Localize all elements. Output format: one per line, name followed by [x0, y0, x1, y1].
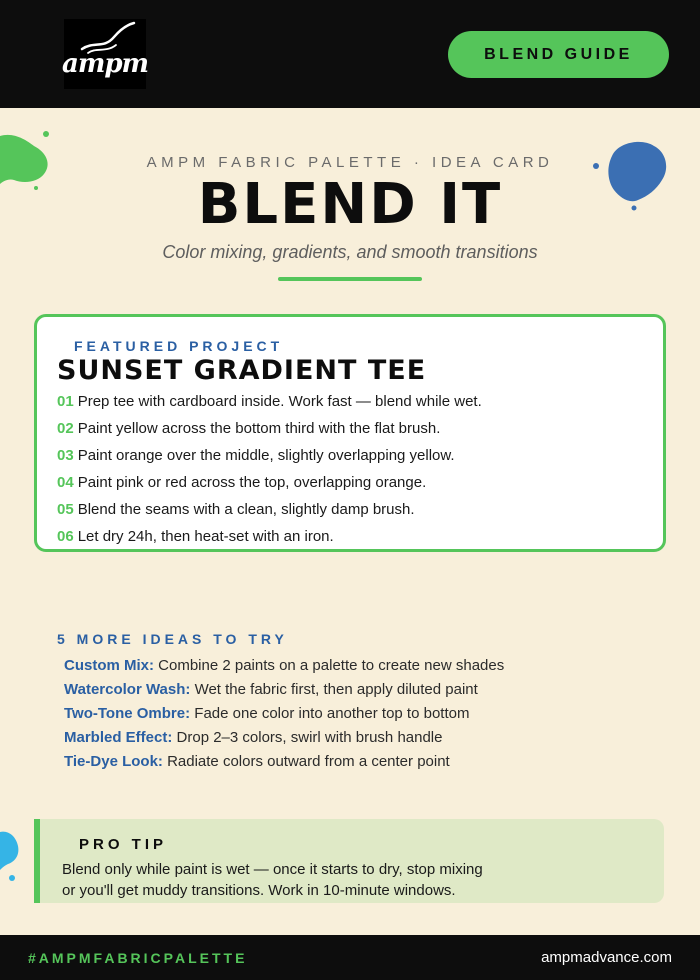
idea-item	[64, 657, 504, 681]
pro-tip-heading: PRO TIP	[79, 836, 168, 853]
idea-item	[64, 705, 504, 729]
idea-name: Custom Mix:	[64, 657, 154, 674]
step-item	[57, 393, 482, 420]
idea-name: Two-Tone Ombre:	[64, 705, 191, 722]
title-divider	[278, 277, 422, 281]
step-item	[57, 420, 482, 447]
ideas-list	[64, 657, 504, 777]
pro-tip-line: Blend only while paint is wet — once it starts to dry, stop mixing	[62, 861, 483, 878]
ampm-logo[interactable]	[61, 19, 149, 89]
idea-item	[64, 681, 504, 705]
idea-text: Drop 2–3 colors, swirl with brush handle	[172, 729, 443, 746]
idea-name: Watercolor Wash:	[64, 681, 191, 698]
idea-text: Wet the fabric first, then apply diluted paint	[190, 681, 478, 698]
step-text: Paint orange over the middle, slightly overlapping yellow.	[77, 447, 455, 464]
featured-eyebrow: FEATURED PROJECT	[74, 338, 284, 354]
step-number: 05	[57, 501, 74, 518]
step-item	[57, 447, 482, 474]
idea-text: Fade one color into another top to bottom	[190, 705, 470, 722]
step-number: 01	[57, 393, 74, 410]
footer-bar	[0, 935, 700, 980]
header-bar	[0, 0, 700, 108]
idea-item	[64, 729, 504, 753]
step-text: Let dry 24h, then heat-set with an iron.	[77, 528, 334, 545]
pro-tip-body	[62, 859, 652, 901]
step-number: 04	[57, 474, 74, 491]
blend-guide-button[interactable]: BLEND GUIDE	[448, 31, 669, 78]
step-item	[57, 501, 482, 528]
logo-text: ampm	[61, 49, 149, 79]
ideas-heading: 5 MORE IDEAS TO TRY	[57, 631, 288, 647]
step-list	[57, 393, 482, 555]
pro-tip-line: or you'll get muddy transitions. Work in 10-minute windows.	[62, 882, 456, 899]
footer-hashtag[interactable]: #AMPMFABRICPALETTE	[28, 950, 248, 966]
idea-item	[64, 753, 504, 777]
featured-project-card	[34, 314, 666, 552]
step-number: 03	[57, 447, 74, 464]
step-text: Prep tee with cardboard inside. Work fast — blend while wet.	[77, 393, 482, 410]
page-subtitle: Color mixing, gradients, and smooth transitions	[162, 242, 538, 262]
idea-text: Radiate colors outward from a center point	[162, 753, 450, 770]
step-text: Paint pink or red across the top, overlapping orange.	[77, 474, 427, 491]
step-number: 06	[57, 528, 74, 545]
step-item	[57, 474, 482, 501]
footer-website-link[interactable]: ampmadvance.com	[541, 949, 672, 966]
featured-title: SUNSET GRADIENT TEE	[57, 355, 427, 386]
page-eyebrow: AMPM FABRIC PALETTE · IDEA CARD	[146, 154, 554, 171]
cyan-paint-splash-icon	[0, 826, 22, 886]
step-item	[57, 528, 482, 555]
idea-text: Combine 2 paints on a palette to create new shades	[154, 657, 505, 674]
step-number: 02	[57, 420, 74, 437]
step-text: Blend the seams with a clean, slightly damp brush.	[77, 501, 415, 518]
pro-tip-box	[34, 819, 664, 903]
idea-name: Marbled Effect:	[64, 729, 173, 746]
page-title: BLEND IT	[197, 172, 503, 237]
idea-name: Tie-Dye Look:	[64, 753, 163, 770]
step-text: Paint yellow across the bottom third with the flat brush.	[77, 420, 441, 437]
